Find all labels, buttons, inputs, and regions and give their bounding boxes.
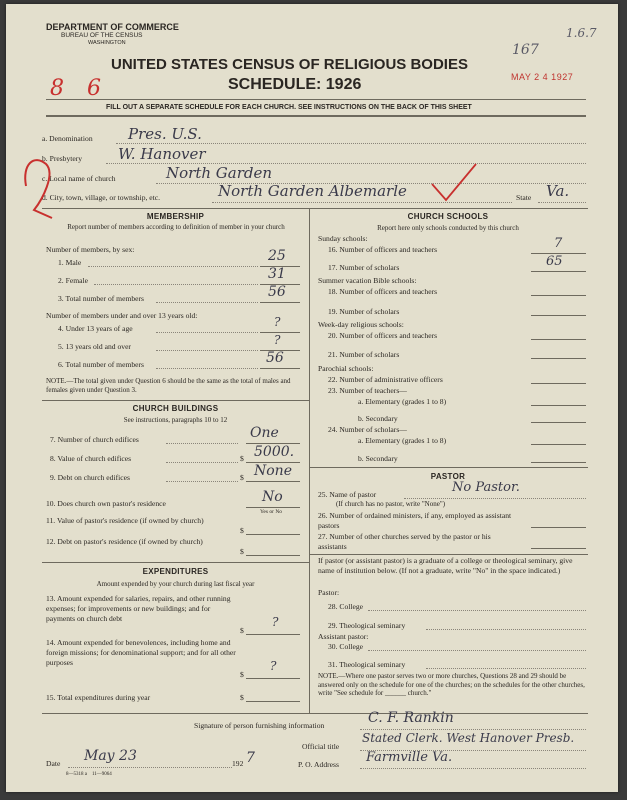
official-title-value: Stated Clerk. West Hanover Presb.: [362, 731, 575, 745]
summer-label: Summer vacation Bible schools:: [318, 276, 417, 285]
state-label: State: [516, 193, 532, 202]
year-value: 7: [246, 750, 255, 766]
column-divider: [309, 208, 310, 713]
edifices-debt-label: 9. Debt on church edifices: [50, 473, 130, 482]
over13-label: 5. 13 years old and over: [58, 342, 131, 351]
q19-label: 19. Number of scholars: [328, 307, 400, 316]
female-label: 2. Female: [58, 276, 88, 285]
benevolences-label: 14. Amount expended for benevolences, including home and foreign missions; for denominational support; and for all other purposes: [46, 638, 236, 667]
address-value: Farmville Va.: [366, 750, 453, 765]
residence-debt-label: 12. Debt on pastor's residence (if owned by church): [46, 537, 203, 546]
female-value: 31: [268, 266, 286, 282]
year-prefix: 192: [232, 759, 244, 768]
q24-label: 24. Number of scholars—: [328, 425, 407, 434]
age-label: Number of members under and over 13 years old:: [46, 311, 198, 320]
form-code: 8—5318 a 11—9064: [66, 772, 112, 777]
handwritten-number: 8 6: [50, 76, 109, 101]
q21-label: 21. Number of scholars: [328, 350, 400, 359]
residence-value-label: 11. Value of pastor's residence (if owned by church): [46, 516, 204, 525]
pastor-note: NOTE.—Where one pastor serves two or more churches, Questions 28 and 29 should be answered only on the schedule for one of the churches; on the schedules for the other churches, write "See schedule for ______ church.": [318, 672, 585, 697]
date-label: Date: [46, 759, 61, 768]
total-age-value: 56: [266, 350, 284, 366]
city-label: WASHINGTON: [88, 40, 126, 46]
presbytery-value: W. Hanover: [118, 145, 206, 163]
local-name-value: North Garden: [166, 164, 273, 182]
parochial-label: Parochial schools:: [318, 364, 374, 373]
buildings-title: CHURCH BUILDINGS: [132, 404, 219, 413]
stamp-number: 167: [512, 42, 539, 58]
schedule-title: SCHEDULE: 1926: [228, 76, 362, 93]
received-date-stamp: MAY 2 4 1927: [511, 72, 574, 82]
membership-intro: Report number of members according to definition of member in your church: [67, 223, 285, 231]
running-expenses-label: 13. Amount expended for salaries, repairs, and other running expenses; for improvements or new buildings; and for payments on church debt: [46, 594, 231, 623]
top-right-note: 1.6.7: [566, 26, 597, 40]
membership-title: MEMBERSHIP: [146, 212, 205, 221]
instruction-line: FILL OUT A SEPARATE SCHEDULE FOR EACH CHURCH. SEE INSTRUCTIONS ON THE BACK OF THIS SHEET: [106, 104, 472, 111]
q22-label: 22. Number of administrative officers: [328, 375, 443, 384]
official-title-label: Official title: [302, 742, 340, 751]
q26-label: 26. Number of ordained ministers, if any, employed as assistant pastors: [318, 511, 512, 530]
q28-label: 28. College: [328, 602, 364, 611]
total-age-label: 6. Total number of members: [58, 360, 145, 369]
denomination-value: Pres. U.S.: [128, 125, 202, 143]
total-members-value: 56: [268, 284, 286, 300]
q30-label: 30. College: [328, 642, 364, 651]
edifices-value-label: 8. Value of church edifices: [50, 454, 132, 463]
weekday-label: Week-day religious schools:: [318, 320, 404, 329]
q24b-label: b. Secondary: [358, 454, 398, 463]
q24a-label: a. Elementary (grades 1 to 8): [358, 436, 447, 445]
q18-label: 18. Number of officers and teachers: [328, 287, 438, 296]
q27-label: 27. Number of other churches served by the pastor or his assistants: [318, 532, 491, 551]
q25-note: (If church has no pastor, write "None"): [336, 500, 446, 508]
department-label: DEPARTMENT OF COMMERCE: [46, 22, 179, 32]
expenditures-title: EXPENDITURES: [142, 567, 209, 576]
male-label: 1. Male: [58, 258, 82, 267]
city-field-label: d. City, town, village, or township, etc.: [42, 193, 161, 202]
signature-label: Signature of person furnishing information: [194, 721, 325, 730]
residence-owned-label: 10. Does church own pastor's residence: [46, 499, 166, 508]
total-expenditures-label: 15. Total expenditures during year: [46, 693, 151, 702]
q17-label: 17. Number of scholars: [328, 263, 400, 272]
yes-or-no-hint: Yes or No: [260, 509, 283, 515]
over13-value: ?: [274, 333, 281, 347]
edifices-count-label: 7. Number of church edifices: [50, 435, 139, 444]
total-members-label: 3. Total number of members: [58, 294, 145, 303]
residence-owned-value: No: [262, 489, 283, 505]
q29-label: 29. Theological seminary: [328, 621, 406, 630]
schools-intro: Report here only schools conducted by this church: [377, 224, 519, 232]
under13-value: ?: [274, 315, 281, 329]
male-value: 25: [268, 248, 286, 264]
college-note: If pastor (or assistant pastor) is a graduate of a college or theological seminary, give name of institution below. (If not a graduate, write "No" in the space indicated.): [318, 556, 573, 575]
q16-label: 16. Number of officers and teachers: [328, 245, 438, 254]
q17-value: 65: [546, 254, 563, 269]
q23a-label: a. Elementary (grades 1 to 8): [358, 397, 447, 406]
presbytery-label: b. Presbytery: [42, 154, 83, 163]
local-name-label: c. Local name of church: [42, 174, 116, 183]
running-expenses-value: ?: [272, 615, 279, 629]
membership-note: NOTE.—The total given under Question 6 should be the same as the total of males and females given under Question 3.: [46, 377, 291, 394]
benevolences-value: ?: [270, 659, 277, 673]
date-value: May 23: [84, 748, 137, 764]
buildings-intro: See instructions, paragraphs 10 to 12: [123, 416, 228, 424]
expenditures-intro: Amount expended by your church during last fiscal year: [96, 580, 255, 588]
q16-value: 7: [554, 236, 563, 251]
q31-label: 31. Theological seminary: [328, 660, 406, 669]
edifices-value-value: 5000.: [254, 444, 295, 460]
schools-title: CHURCH SCHOOLS: [407, 212, 489, 221]
by-sex-label: Number of members, by sex:: [46, 245, 135, 254]
assistant-subhead: Assistant pastor:: [318, 632, 369, 641]
q20-label: 20. Number of officers and teachers: [328, 331, 438, 340]
q25-label: 25. Name of pastor: [318, 490, 377, 499]
sunday-label: Sunday schools:: [318, 234, 368, 243]
q23b-label: b. Secondary: [358, 414, 398, 423]
form-title: UNITED STATES CENSUS OF RELIGIOUS BODIES: [111, 56, 468, 73]
city-field-value: North Garden Albemarle: [218, 182, 407, 200]
under13-label: 4. Under 13 years of age: [58, 324, 133, 333]
pastor-title: PASTOR: [430, 472, 466, 481]
pastor-subhead: Pastor:: [318, 588, 340, 597]
q23-label: 23. Number of teachers—: [328, 386, 407, 395]
state-value: Va.: [546, 182, 570, 200]
edifices-debt-value: None: [254, 463, 292, 479]
address-label: P. O. Address: [298, 760, 339, 769]
bureau-label: BUREAU OF THE CENSUS: [61, 32, 143, 39]
denomination-label: a. Denomination: [42, 134, 93, 143]
signature-value: C. F. Rankin: [368, 710, 454, 726]
q25-value: No Pastor.: [452, 480, 520, 495]
census-schedule-page: DEPARTMENT OF COMMERCE BUREAU OF THE CENSUS WASHINGTON UNITED STATES CENSUS OF RELIGIOUS BODIES SCHEDULE: 1926 8 6 1.6.7 167 MAY 2 4 1927 FILL OUT A SEPARATE SCHEDULE FOR EACH CHURCH. SEE INSTRUCTIONS ON THE BACK OF THIS SHEET a. Denomination Pres. U.S. b. Presbytery W. Hanover c. Local name of church North Garden d. City, town, village, or township, etc. North Garden Albemarle State Va. MEMBERSHIP Report number of members according to definition of member in your church Number of members, by sex: 1. Male 25 2. Female 31 3. Total number of members 56 Number of members under and over 13 years old: 4. Under 13 years of age ? 5. 13 years old and over ? 6. Total number of members 56 NOTE.—The total given under Question 6 should be the same as the total of males and females given under Question 3. CHURCH BUILDINGS See instructions, paragraphs 10 to 12 7. Number of church edifices One 8. Value of church edifices $ 5000. 9. Debt on church edifices $ None 10. Does church own pastor's residence No Yes or No 11. Value of pastor's residence (if owned by church) $ 12. Debt on pastor's residence (if owned by church) $ EXPENDITURES Amount expended by your church during last fiscal year 13. Amount expended for salaries, repairs, and other running expenses; for improvements or new buildings; and for payments on church debt $ ? 14. Amount expended for benevolences, including home and foreign missions; for denominational support; and for all other purposes $ ? 15. Total expenditures during year $ CHURCH SCHOOLS Report here only schools conducted by this church Sunday schools: 16. Number of officers and teachers 7 17. Number of scholars 65 Summer vacation Bible schools: 18. Number of officers and teachers 19. Number of scholars Week-day religious schools: 20. Number of officers and teachers 21. Number of scholars Parochial schools: 22. Number of administrative officers 23. Number of teachers— a. Elementary (grades 1 to 8) b. Secondary 24. Number of scholars— a. Elementary (grades 1 to 8) b. Secondary PASTOR 25. Name of pastor No Pastor. (If church has no pastor, write "None") 26. Number of ordained ministers, if any, employed as assistant pastors 27. Number of other churches served by the pastor or his assistants If pastor (or assistant pastor) is a graduate of a college or theological seminary, give name of institution below. (If not a graduate, write "No" in the space indicated.) Pastor: 28. College 29. Theological seminary Assistant pastor: 30. College 31. Theological seminary NOTE.—Where one pastor serves two or more churches, Questions 28 and 29 should be answered only on the schedule for one of the churches; on the schedules for the other churches, write "See schedule for ______ church." Signature of person furnishing information C. F. Rankin Official title Stated Clerk. West Hanover Presb. Date May 23 192 7 P. O. Address Farmville Va. 8—5318 a 11—9064: [6, 4, 618, 792]
edifices-count-value: One: [250, 425, 279, 441]
